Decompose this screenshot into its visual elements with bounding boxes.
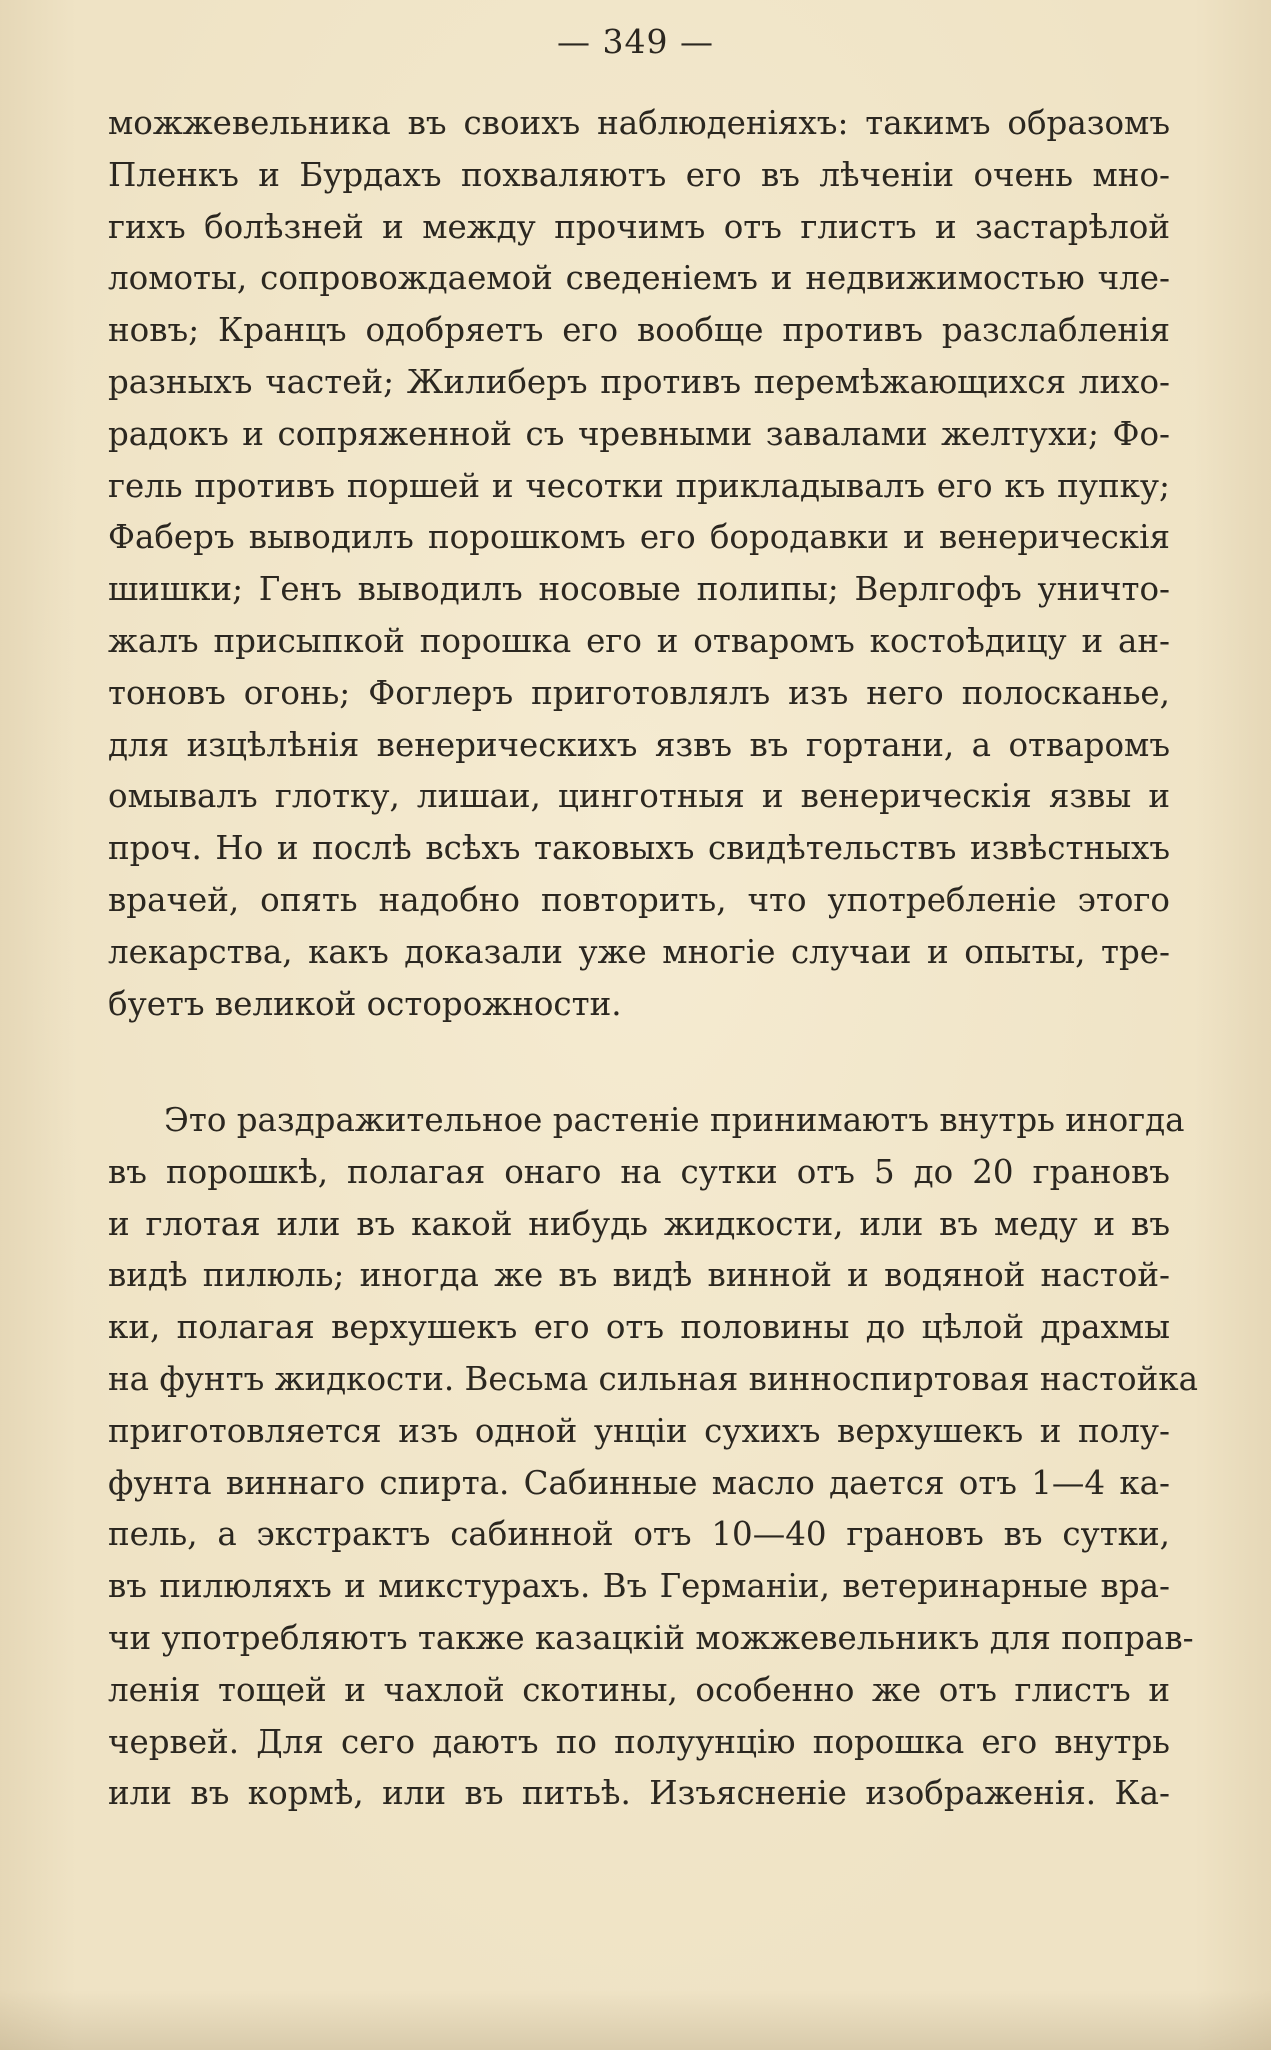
page-number: — 349 — xyxy=(557,22,714,61)
text-line: и глотая или въ какой нибудь жидкости, или въ меду и въ xyxy=(108,1204,1170,1243)
text-line: жалъ присыпкой порошка его и отваромъ костоѣдицу и ан- xyxy=(108,621,1170,660)
text-line: ленія тощей и чахлой скотины, особенно же отъ глистъ и xyxy=(108,1670,1170,1709)
text-line: тоновъ огонь; Фоглеръ приготовлялъ изъ него полосканье, xyxy=(108,673,1170,712)
text-line: гихъ болѣзней и между прочимъ отъ глистъ и застарѣлой xyxy=(108,207,1170,246)
text-line: омывалъ глотку, лишаи, цинготныя и венерическія язвы и xyxy=(108,777,1170,816)
text-line: чи употребляютъ также казацкій можжевельникъ для поправ- xyxy=(108,1618,1194,1657)
text-line: въ порошкѣ, полагая онаго на сутки отъ 5 до 20 грановъ xyxy=(108,1152,1170,1191)
text-line: Пленкъ и Бурдахъ похваляютъ его въ лѣченіи очень мно- xyxy=(108,155,1170,194)
text-line: проч. Но и послѣ всѣхъ таковыхъ свидѣтельствъ извѣстныхъ xyxy=(108,829,1170,868)
text-line: радокъ и сопряженной съ чревными завалами желтухи; Фо- xyxy=(108,414,1170,453)
text-line: червей. Для сего даютъ по полуунцію порошка его внутрь xyxy=(108,1722,1170,1761)
text-line: для изцѣлѣнія венерическихъ язвъ въ гортани, а отваромъ xyxy=(108,725,1170,764)
text-line: въ пилюляхъ и микстурахъ. Въ Германіи, ветеринарные вра- xyxy=(108,1567,1170,1606)
text-line: Фаберъ выводилъ порошкомъ его бородавки и венерическія xyxy=(108,518,1170,557)
text-line: можжевельника въ своихъ наблюденіяхъ: такимъ образомъ xyxy=(108,104,1170,142)
text-line: приготовляется изъ одной унціи сухихъ верхушекъ и полу- xyxy=(108,1411,1170,1450)
text-line: пель, а экстрактъ сабинной отъ 10—40 грановъ въ сутки, xyxy=(108,1515,1170,1554)
text-line: ки, полагая верхушекъ его отъ половины до цѣлой драхмы xyxy=(108,1308,1170,1347)
text-line: врачей, опять надобно повторить, что употребленіе этого xyxy=(108,880,1170,919)
text-line: на фунтъ жидкости. Весьма сильная винноспиртовая настойка xyxy=(108,1359,1198,1398)
text-line: Это раздражительное растеніе принимаютъ внутрь иногда xyxy=(164,1101,1185,1139)
paragraph-1 xyxy=(108,98,1170,1030)
text-line: гель противъ поршей и чесотки прикладывалъ его къ пупку; xyxy=(108,466,1170,505)
paragraph-2 xyxy=(108,1095,1198,1820)
text-line: или въ кормѣ, или въ питьѣ. Изъясненіе изображенія. Ка- xyxy=(108,1774,1170,1813)
text-line: ломоты, сопровождаемой сведеніемъ и недвижимостью чле- xyxy=(108,259,1170,298)
text-line: разныхъ частей; Жилиберъ противъ перемѣжающихся лихо- xyxy=(108,362,1170,401)
text-line: новъ; Кранцъ одобряетъ его вообще противъ разслабленія xyxy=(108,311,1170,350)
text-line: лекарства, какъ доказали уже многіе случаи и опыты, тре- xyxy=(108,932,1170,971)
text-line: видѣ пилюль; иногда же въ видѣ винной и водяной настой- xyxy=(108,1256,1170,1295)
text-line: фунта виннаго спирта. Сабинные масло дается отъ 1—4 ка- xyxy=(108,1463,1170,1502)
text-line: буетъ великой осторожности. xyxy=(108,984,622,1023)
text-line: шишки; Генъ выводилъ носовые полипы; Верлгофъ уничто- xyxy=(108,570,1170,609)
page-edge-shadow xyxy=(0,1990,1271,2050)
